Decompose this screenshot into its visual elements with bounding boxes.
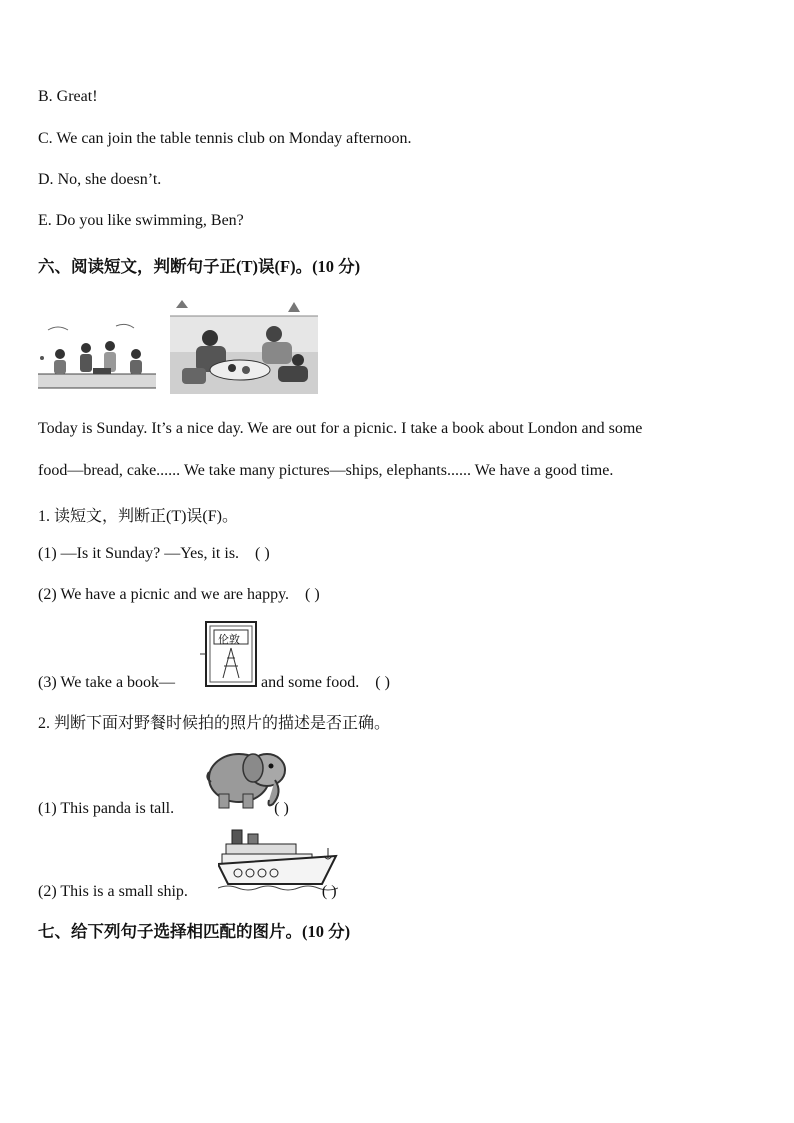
passage-line-1: Today is Sunday. It’s a nice day. We are out for a picnic. I take a book about London and some	[38, 420, 643, 437]
passage-line-2: food—bread, cake...... We take many pictures—ships, elephants...... We have a good time.	[38, 462, 614, 479]
option-d: D. No, she doesn’t.	[38, 171, 162, 188]
option-b: B. Great!	[38, 88, 98, 105]
answer-bracket[interactable]: ( )	[305, 586, 320, 603]
part1-question-1: (1) —Is it Sunday? —Yes, it is. ( )	[38, 545, 270, 562]
part2-question-2: (2) This is a small ship. ( )	[38, 883, 337, 900]
part1-question-2: (2) We have a picnic and we are happy. ( )	[38, 586, 320, 603]
section7-heading: 七、给下列句子选择相匹配的图片。(10 分)	[38, 922, 351, 941]
picnic-group-illustration	[38, 322, 156, 394]
answer-bracket[interactable]: ( )	[274, 800, 289, 817]
picnic-scene-illustration	[170, 298, 318, 394]
part1-question-3: (3) We take a book— and some food. ( )	[38, 674, 390, 691]
option-c: C. We can join the table tennis club on Monday afternoon.	[38, 130, 412, 147]
answer-bracket[interactable]: ( )	[321, 883, 337, 900]
option-e: E. Do you like swimming, Ben?	[38, 212, 244, 229]
book-title: 伦敦	[218, 633, 240, 646]
part2-instruction: 2. 判断下面对野餐时候拍的照片的描述是否正确。	[38, 715, 391, 732]
part2-question-1: (1) This panda is tall. ( )	[38, 800, 289, 817]
answer-bracket[interactable]: ( )	[255, 545, 270, 562]
part1-instruction: 1. 读短文，判断正(T)误(F)。	[38, 508, 238, 525]
answer-bracket[interactable]: ( )	[375, 674, 390, 691]
section6-heading: 六、阅读短文，判断句子正(T)误(F)。(10 分)	[38, 257, 361, 276]
